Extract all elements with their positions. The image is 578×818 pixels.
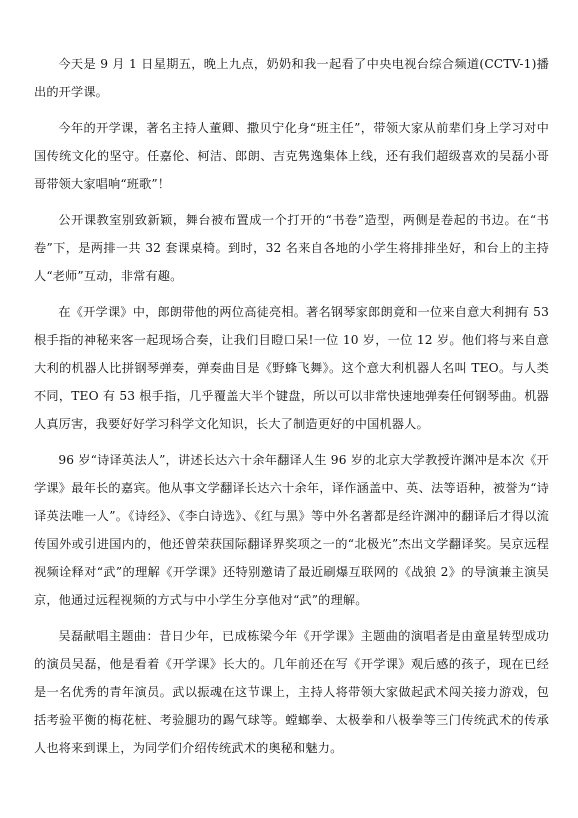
paragraph-4: 在《开学课》中，郎朗带他的两位高徒亮相。著名钢琴家郎朗竟和一位来自意大利拥有 53 根手指的神秘来客一起现场合奏，让我们目瞪口呆!一位 10 岁，一位 12 岁。他们将与来自意大利的机器人比拼钢琴弹奏，弹奏曲目是《野蜂飞舞》。这个意大利机器人名叫 TEO。与人类不同，TEO 有 53 根手指，几乎覆盖大半个键盘，所以可以非常快速地弹奏任何钢琴曲。机器人真厉害，我要好好学习科学文化知识，长大了制造更好的中国机器人。 xyxy=(34,305,549,431)
paragraph-5: 96 岁“诗译英法人”，讲述长达六十余年翻译人生 96 岁的北京大学教授许渊冲是本次《开学课》最年长的嘉宾。他从事文学翻译长达六十余年，译作涵盖中、英、法等语种，被誉为“诗译英法唯一人”。《诗经》、《李白诗选》、《红与黑》等中外名著都是经许渊冲的翻译后才得以流传国外或引进国内的，他还曾荣获国际翻译界奖项之一的“北极光”杰出文学翻译奖。吴京远程视频诠释对“武”的理解《开学课》还特别邀请了最近刷爆互联网的《战狼 2》的导演兼主演吴京，他通过远程视频的方式与中小学生分享他对“武”的理解。 xyxy=(34,453,549,607)
paragraph-1: 今天是 9 月 1 日星期五，晚上九点，奶奶和我一起看了中央电视台综合频道(CCTV-1)播出的开学课。 xyxy=(34,57,549,99)
paragraph-3: 公开课教室别致新颖，舞台被布置成一个打开的“书卷”造型，两侧是卷起的书边。在“书卷”下，是两排一共 32 套课桌椅。到时，32 名来自各地的小学生将排排坐好，和台上的主持人“老师”互动，非常有趣。 xyxy=(34,213,549,283)
paragraph-2: 今年的开学课，著名主持人董卿、撒贝宁化身“班主任”，带领大家从前辈们身上学习对中国传统文化的坚守。任嘉伦、柯洁、郎朗、吉克隽逸集体上线，还有我们超级喜欢的吴磊小哥哥带领大家唱响“班歌”！ xyxy=(34,121,549,191)
paragraph-6: 吴磊献唱主题曲：昔日少年，已成栋梁今年《开学课》主题曲的演唱者是由童星转型成功的演员吴磊，他是看着《开学课》长大的。几年前还在写《开学课》观后感的孩子，现在已经是一名优秀的青年演员。武以振魂在这节课上，主持人将带领大家做起武术闯关接力游戏，包括考验平衡的梅花桩、考验腿功的踢气球等。螳螂拳、太极拳和八极拳等三门传统武术的传承人也将来到课上，为同学们介绍传统武术的奥秘和魅力。 xyxy=(34,629,549,755)
document-page xyxy=(34,50,549,770)
